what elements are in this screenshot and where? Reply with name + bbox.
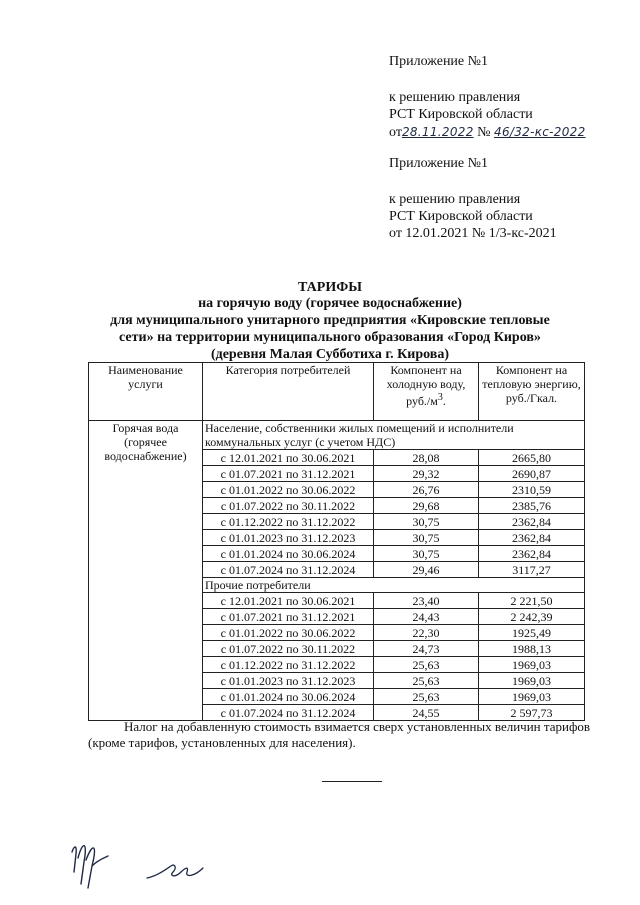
other-heat-cell: 2 221,50: [479, 593, 585, 609]
population-period-cell: с 01.07.2024 по 31.12.2024: [203, 562, 374, 578]
population-cold-cell: 29,32: [374, 466, 479, 482]
population-cold-cell: 30,75: [374, 530, 479, 546]
group-other-label: Прочие потребители: [203, 578, 585, 593]
population-heat-cell: 2665,80: [479, 450, 585, 466]
population-heat-cell: 2310,59: [479, 482, 585, 498]
other-cold-cell: 24,55: [374, 705, 479, 721]
title-line-4: (деревня Малая Субботиха г. Кирова): [210, 347, 450, 362]
other-cold-cell: 24,73: [374, 641, 479, 657]
population-period-cell: с 01.07.2021 по 31.12.2021: [203, 466, 374, 482]
header-category: Категория потребителей: [203, 363, 374, 421]
population-period-cell: с 01.12.2022 по 31.12.2022: [203, 514, 374, 530]
title-line-3: сети» на территории муниципального образования «Город Киров»: [119, 330, 541, 345]
population-cold-cell: 30,75: [374, 546, 479, 562]
population-heat-cell: 2362,84: [479, 530, 585, 546]
divider-line: [322, 781, 382, 782]
other-period-cell: с 01.01.2024 по 30.06.2024: [203, 689, 374, 705]
other-period-cell: с 01.07.2021 по 31.12.2021: [203, 609, 374, 625]
decision-line-2a: к решению правления: [389, 192, 521, 207]
signature-left: [68, 838, 112, 890]
other-heat-cell: 2 242,39: [479, 609, 585, 625]
other-cold-cell: 22,30: [374, 625, 479, 641]
population-period-cell: с 01.07.2022 по 30.11.2022: [203, 498, 374, 514]
title-line-1: на горячую воду (горячее водоснабжение): [198, 296, 462, 311]
vat-note-line-1: Налог на добавленную стоимость взимается сверх установленных величин тарифов: [124, 719, 591, 734]
title-line-2: для муниципального унитарного предприятия «Кировские тепловые: [110, 313, 550, 328]
header-heat-component: Компонент на тепловую энергию, руб./Гкал.: [479, 363, 585, 421]
population-cold-cell: 26,76: [374, 482, 479, 498]
header-cold-text: Компонент на холодную воду, руб./м: [386, 363, 466, 408]
other-heat-cell: 2 597,73: [479, 705, 585, 721]
group-population-label: Население, собственники жилых помещений и исполнители коммунальных услуг (с учетом НДС): [203, 421, 585, 450]
other-period-cell: с 12.01.2021 по 30.06.2021: [203, 593, 374, 609]
appendix-label-2: Приложение №1: [389, 156, 488, 171]
other-cold-cell: 25,63: [374, 689, 479, 705]
other-heat-cell: 1925,49: [479, 625, 585, 641]
other-cold-cell: 23,40: [374, 593, 479, 609]
other-period-cell: с 01.01.2022 по 30.06.2022: [203, 625, 374, 641]
other-cold-cell: 25,63: [374, 657, 479, 673]
population-cold-cell: 29,46: [374, 562, 479, 578]
decision-line-2b: РСТ Кировской области: [389, 209, 533, 224]
decision-line-1b: РСТ Кировской области: [389, 107, 533, 122]
other-heat-cell: 1988,13: [479, 641, 585, 657]
population-heat-cell: 2362,84: [479, 514, 585, 530]
population-period-cell: с 01.01.2022 по 30.06.2022: [203, 482, 374, 498]
population-heat-cell: 2690,87: [479, 466, 585, 482]
tariff-table: [88, 362, 585, 721]
other-period-cell: с 01.01.2023 по 31.12.2023: [203, 673, 374, 689]
decision-line-1c: [389, 124, 586, 141]
appendix-label-1: Приложение №1: [389, 54, 488, 69]
other-period-cell: с 01.12.2022 по 31.12.2022: [203, 657, 374, 673]
tariff-table-body: [89, 421, 585, 721]
other-cold-cell: 24,43: [374, 609, 479, 625]
other-heat-cell: 1969,03: [479, 673, 585, 689]
group-row-population: [89, 421, 585, 450]
service-name: Горячая вода (горячее водоснабжение): [89, 421, 203, 721]
population-heat-cell: 2362,84: [479, 546, 585, 562]
handwritten-number: 46/32-кс-2022: [494, 125, 586, 139]
number-sign: №: [477, 125, 491, 140]
header-cold-dot: .: [442, 394, 446, 408]
decision-line-1a: к решению правления: [389, 90, 521, 105]
vat-note-line-2: (кроме тарифов, установленных для населения).: [88, 735, 356, 750]
handwritten-date: 28.11.2022: [401, 125, 474, 139]
decision-line-2c: от 12.01.2021 № 1/3-кс-2021: [389, 226, 557, 241]
other-period-cell: с 01.07.2024 по 31.12.2024: [203, 705, 374, 721]
population-period-cell: с 01.01.2023 по 31.12.2023: [203, 530, 374, 546]
population-heat-cell: 3117,27: [479, 562, 585, 578]
other-heat-cell: 1969,03: [479, 657, 585, 673]
population-cold-cell: 30,75: [374, 514, 479, 530]
other-heat-cell: 1969,03: [479, 689, 585, 705]
other-cold-cell: 25,63: [374, 673, 479, 689]
other-period-cell: с 01.07.2022 по 30.11.2022: [203, 641, 374, 657]
decision-prefix: от: [389, 125, 402, 140]
population-period-cell: с 12.01.2021 по 30.06.2021: [203, 450, 374, 466]
signature-right: [145, 858, 207, 882]
header-service: Наименование услуги: [89, 363, 203, 421]
population-period-cell: с 01.01.2024 по 30.06.2024: [203, 546, 374, 562]
header-cold-sup: 3: [437, 392, 443, 403]
table-header-row: [89, 363, 585, 421]
population-cold-cell: 29,68: [374, 498, 479, 514]
document-title: ТАРИФЫ: [298, 280, 362, 295]
header-cold-component: [374, 363, 479, 421]
population-heat-cell: 2385,76: [479, 498, 585, 514]
population-cold-cell: 28,08: [374, 450, 479, 466]
